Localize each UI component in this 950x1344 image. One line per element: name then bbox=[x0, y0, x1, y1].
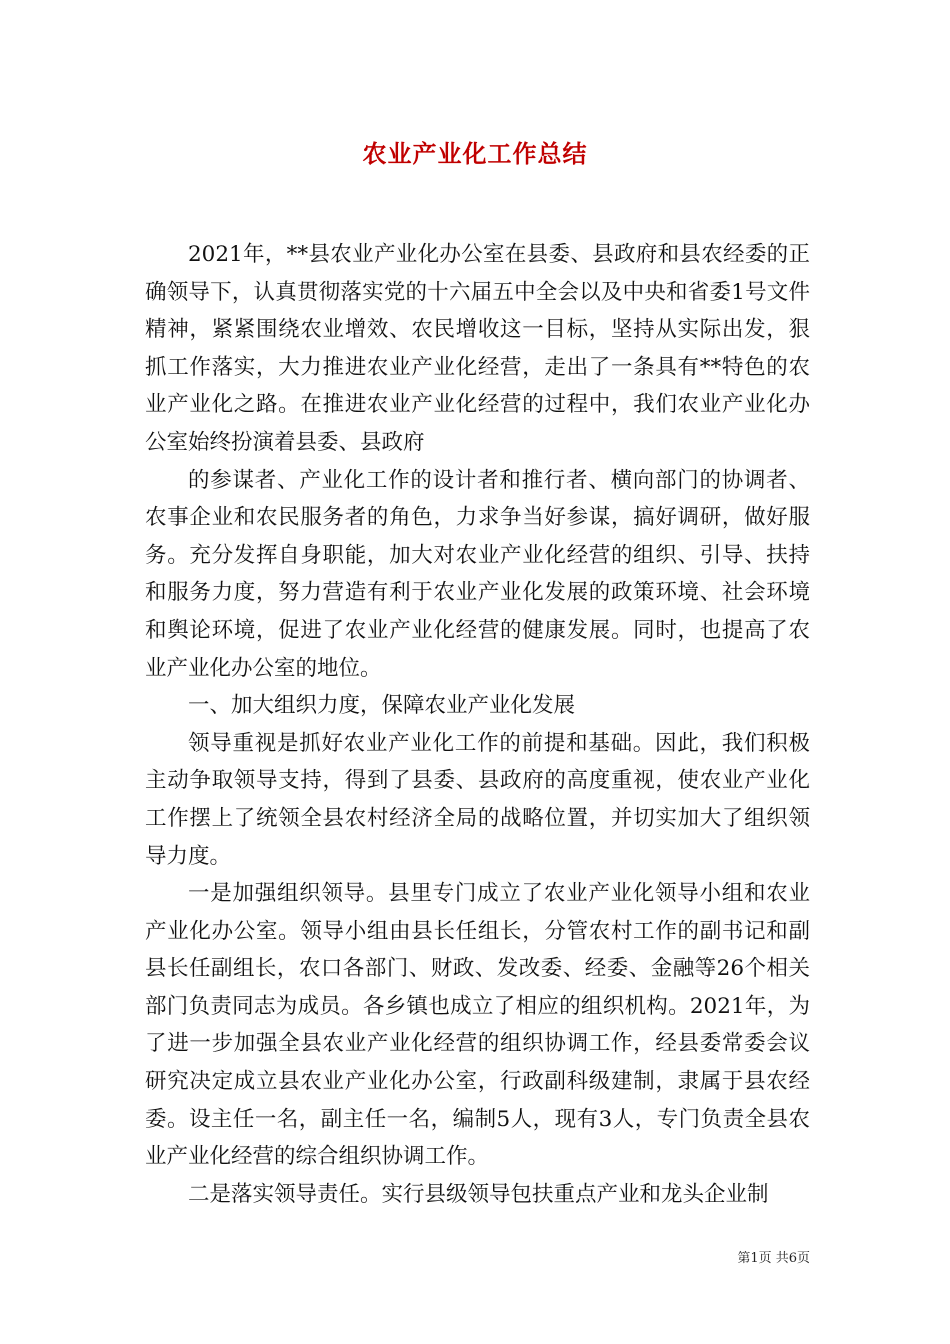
document-body bbox=[145, 236, 810, 1213]
paragraph-intro: 2021年，**县农业产业化办公室在县委、县政府和县农经委的正确领导下，认真贯彻落实党的十六届五中全会以及中央和省委1号文件精神，紧紧围绕农业增效、农民增收这一目标，坚持从实际出发，狠抓工作落实，大力推进农业产业化经营，走出了一条具有**特色的农业产业化之路。在推进农业产业化经营的过程中，我们农业产业化办公室始终扮演着县委、县政府 bbox=[145, 242, 810, 455]
paragraph-leadership: 领导重视是抓好农业产业化工作的前提和基础。因此，我们积极主动争取领导支持，得到了县委、县政府的高度重视，使农业产业化工作摆上了统领全县农村经济全局的战略位置，并切实加大了组织领导力度。 bbox=[145, 730, 810, 869]
paragraph-organization: 一是加强组织领导。县里专门成立了农业产业化领导小组和农业产业化办公室。领导小组由县长任组长，分管农村工作的副书记和副县长任副组长，农口各部门、财政、发改委、经委、金融等26个相关部门负责同志为成员。各乡镇也成立了相应的组织机构。2021年，为了进一步加强全县农业产业化经营的组织协调工作，经县委常委会议研究决定成立县农业产业化办公室，行政副科级建制，隶属于县农经委。设主任一名，副主任一名，编制5人，现有3人，专门负责全县农业产业化经营的综合组织协调工作。 bbox=[145, 881, 810, 1170]
section-heading-1: 一、加大组织力度，保障农业产业化发展 bbox=[188, 693, 576, 719]
document-title: 农业产业化工作总结 bbox=[362, 139, 588, 168]
page-number-footer: 第1页 共6页 bbox=[737, 1251, 810, 1266]
paragraph-responsibility: 二是落实领导责任。实行县级领导包扶重点产业和龙头企业制 bbox=[188, 1181, 769, 1207]
paragraph-roles: 的参谋者、产业化工作的设计者和推行者、横向部门的协调者、农事企业和农民服务者的角色，力求争当好参谋，搞好调研，做好服务。充分发挥自身职能，加大对农业产业化经营的组织、引导、扶持和服务力度，努力营造有利于农业产业化发展的政策环境、社会环境和舆论环境，促进了农业产业化经营的健康发展。同时，也提高了农业产业化办公室的地位。 bbox=[145, 467, 810, 681]
